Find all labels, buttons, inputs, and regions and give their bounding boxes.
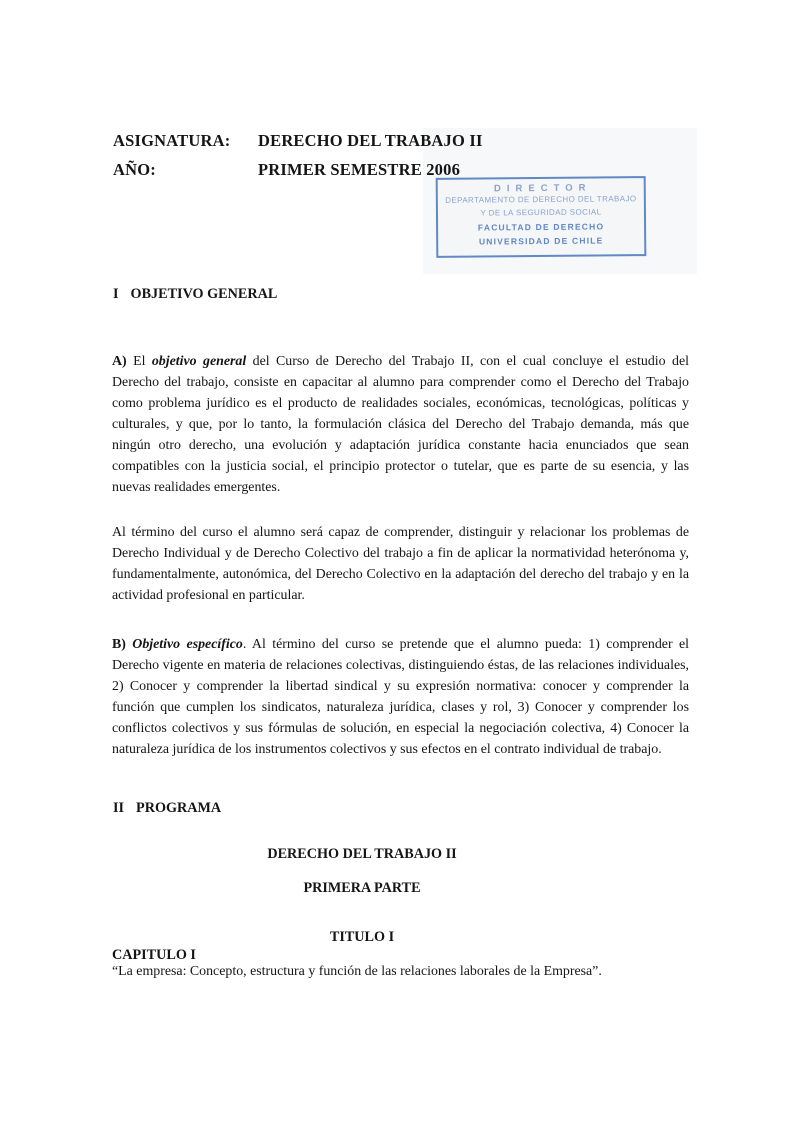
chapter-heading: CAPITULO I xyxy=(112,947,196,963)
stamp-line-departamento: DEPARTAMENTO DE DERECHO DEL TRABAJO xyxy=(445,194,637,205)
paragraph-a-lead: El xyxy=(126,353,152,369)
director-stamp xyxy=(436,176,647,258)
program-titulo: TITULO I xyxy=(329,929,395,945)
paragraph-objetivo-especifico xyxy=(112,634,689,760)
paragraph-a-label: A) xyxy=(112,353,127,369)
chapter-quote: “La empresa: Concepto, estructura y función de las relaciones laborales de la Empresa”. xyxy=(112,964,602,979)
program-part: PRIMERA PARTE xyxy=(303,880,421,896)
stamp-line-facultad: FACULTAD DE DERECHO xyxy=(477,221,605,233)
stamp-line-seguridad: Y DE LA SEGURIDAD SOCIAL xyxy=(480,206,602,218)
subject-row xyxy=(113,131,483,151)
stamp-title: DIRECTOR xyxy=(493,182,592,195)
paragraph-a-emphasis: objetivo general xyxy=(151,353,247,369)
year-label: AÑO: xyxy=(113,160,156,179)
section-2-title: PROGRAMA xyxy=(136,800,222,816)
stamp-line-universidad: UNIVERSIDAD DE CHILE xyxy=(478,235,604,247)
subject-label: ASIGNATURA: xyxy=(113,131,231,150)
program-title: DERECHO DEL TRABAJO II xyxy=(267,846,457,862)
section-2-heading xyxy=(113,800,221,817)
year-value: PRIMER SEMESTRE 2006 xyxy=(258,160,461,179)
paragraph-b-label: B) xyxy=(112,636,126,652)
subject-value: DERECHO DEL TRABAJO II xyxy=(258,131,483,150)
paragraph-objetivo-general xyxy=(112,351,689,498)
section-2-number: II xyxy=(113,800,125,816)
paragraph-b-emphasis: Objetivo específico xyxy=(125,636,243,652)
section-1-heading xyxy=(113,286,277,303)
section-1-number: I xyxy=(113,286,119,302)
section-1-title: OBJETIVO GENERAL xyxy=(130,286,278,302)
year-row xyxy=(113,160,483,180)
paragraph-outcome: Al término del curso el alumno será capaz de comprender, distinguir y relacionar los problemas de Derecho Individual y de Derecho Colectivo del trabajo a fin de aplicar la normatividad heterónoma y, fundamentalmente, autonómica, del Derecho Colectivo en la adaptación del derecho del trabajo y en la actividad profesional en particular. xyxy=(112,524,689,603)
document-header xyxy=(113,131,483,189)
paragraph-a-body: del Curso de Derecho del Trabajo II, con el cual concluye el estudio del Derecho del trabajo, consiste en capacitar al alumno para comprender como el Derecho del Trabajo como problema jurídico es el producto de realidades sociales, económicas, tecnológicas, políticas y culturales, y que, por lo tanto, la formulación clásica del Derecho del Trabajo demanda, más que ningún otro derecho, una evolución y adaptación jurídica constante hacia enunciados que sean compatibles con la justicia social, el principio protector o tutelar, que es parte de su esencia, y las nuevas realidades emergentes. xyxy=(112,353,689,495)
paragraph-b-body: . Al término del curso se pretende que el alumno pueda: 1) comprender el Derecho vigente en materia de relaciones colectivas, distinguiendo éstas, de las relaciones individuales, 2) Conocer y comprender la libertad sindical y su expresión normativa: conocer y comprender la función que cumplen los sindicatos, naturaleza jurídica, clases y rol, 3) Conocer y comprender los conflictos colectivos y sus fórmulas de solución, en especial la negociación colectiva, 4) Conocer la naturaleza jurídica de los instrumentos colectivos y sus efectos en el contrato individual de trabajo. xyxy=(112,636,689,757)
